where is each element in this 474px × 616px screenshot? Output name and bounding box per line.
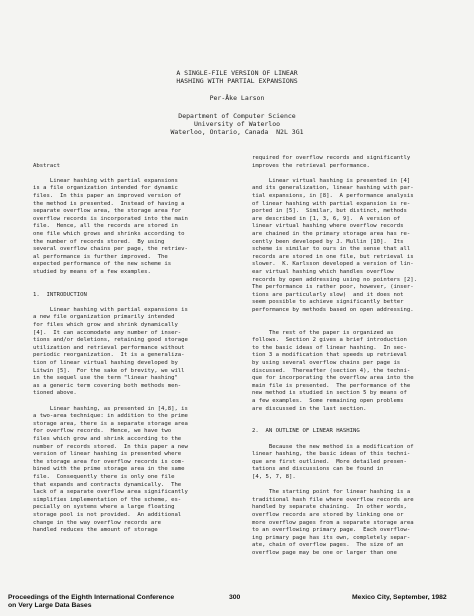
right-column-line: overflow records are stored by linking one or — [252, 511, 404, 518]
right-column-line — [252, 421, 457, 429]
page-number: 300 — [229, 594, 241, 601]
right-column-line: of linear hashing with partial expansion is re- — [252, 200, 411, 207]
left-column-line — [33, 299, 233, 307]
left-column-line: that expands and contracts dynamically. The — [33, 481, 182, 488]
right-column-line: cently been developed by J. Mullin [10]. Its — [252, 238, 404, 245]
right-column-line — [252, 436, 457, 444]
left-column-line: overflow records is incorporated into the main — [33, 215, 188, 222]
right-text-column — [252, 155, 457, 557]
right-column-line: The performance is rather poor, however, (inser- — [252, 284, 414, 291]
left-column-line: separate overflow area, the storage area for — [33, 208, 182, 215]
left-column-line: simplifies implementation of the scheme, es- — [33, 496, 182, 503]
right-column-line: seem possible to achieve significantly better — [252, 299, 404, 306]
right-column-line: ear virtual hashing which handles overflow — [252, 268, 394, 275]
right-column-line: overflow page may be one or larger than one — [252, 549, 397, 556]
left-column-line: lack of a separate overflow area significantly — [33, 489, 188, 496]
author-name: Per-Åke Larson — [209, 94, 265, 102]
left-column-line: number of records stored. In this paper a new — [33, 443, 188, 450]
left-column-line: change in the way overflow records are — [33, 519, 161, 526]
right-column-line: handled by separate chaining. In other words, — [252, 504, 407, 511]
left-column-line: tions and/or deletions, retaining good storage — [33, 337, 188, 344]
right-column-line: 2. AN OUTLINE OF LINEAR HASHING — [252, 428, 360, 435]
right-column-line: que are first outlined. More detailed presen- — [252, 458, 407, 465]
left-column-line: Litwin [5]. For the sake of brevity, we will — [33, 367, 185, 374]
right-column-line: a few examples. Some remaining open problems — [252, 398, 404, 404]
right-column-line: The rest of the paper is organized as — [252, 329, 394, 336]
left-column-line — [33, 284, 233, 292]
right-column-line: tial expansions, in [8]. A performance analysis — [252, 192, 414, 199]
affiliation-university: University of Waterloo — [193, 120, 281, 128]
right-column-line: linear virtual hashing where overflow records — [252, 223, 404, 230]
footer-place-date: Mexico City, September, 1982 — [352, 594, 447, 601]
left-column-line: expected performance of the new scheme is — [33, 261, 172, 268]
right-column-line: tion 3 a modification that speeds up retrieval — [252, 352, 407, 359]
left-column-line: in the sequel use the term "linear hashing" — [33, 375, 178, 382]
left-column-line: one file which grows and shrinks according to — [33, 230, 185, 237]
right-column-line: new method is studied in section 5 by means of — [252, 390, 407, 397]
left-column-line — [33, 398, 233, 406]
paper-title-line-2: HASHING WITH PARTIAL EXPANSIONS — [176, 77, 298, 85]
right-column-line: records by open addressing using no pointers [2]. — [252, 276, 418, 283]
left-column-line: as a generic term covering both methods men- — [33, 382, 182, 389]
left-column-line: a two-area technique: in addition to the prime — [33, 413, 188, 420]
right-column-line: scheme is similar to ours in the sense that all — [252, 246, 411, 253]
left-column-line: studied by means of a few examples. — [33, 268, 151, 275]
right-column-line: linear hashing, the basic ideas of this techni- — [252, 451, 411, 458]
right-column-line: follows. Section 2 gives a brief introduction — [252, 337, 407, 344]
left-column-line: version of linear hashing is presented where — [33, 451, 182, 458]
left-column-line: a new file organization primarily intended — [33, 314, 175, 321]
left-column-line: file. Consequently there is only one file — [33, 473, 175, 480]
left-column-line: for overflow records. Hence, we have two — [33, 428, 172, 435]
right-column-line: tions are particularly slow) and it does not — [252, 291, 404, 298]
right-column-line: The starting point for linear hashing is a — [252, 489, 411, 496]
left-column-line: utilization and retrieval performance without — [33, 344, 185, 351]
right-column-line: Because the new method is a modification of — [252, 443, 414, 450]
paper-title-line-1: A SINGLE-FILE VERSION OF LINEAR — [176, 69, 298, 77]
footer-venue-line-2: on Very Large Data Bases — [8, 602, 92, 609]
right-column-line — [252, 170, 457, 178]
left-column-line: the number of records stored. By using — [33, 238, 165, 245]
right-column-line: slower. K. Karlsson developed a version of lin- — [252, 261, 414, 268]
affiliation-address: Waterloo, Ontario, Canada N2L 3G1 — [170, 128, 304, 136]
left-column-line: Linear hashing with partial expansions — [33, 177, 178, 184]
left-column-line: several overflow chains per page, the retriev- — [33, 246, 188, 253]
footer-venue — [8, 594, 174, 610]
left-column-line: Abstract — [33, 162, 60, 169]
right-column-line: required for overflow records and significantly — [252, 155, 411, 161]
left-column-line: pecially on systems where a large floating — [33, 504, 175, 511]
left-column-line: storage area, there is a separate storage area — [33, 420, 188, 427]
right-column-line: ing primary page has its own, completely separ- — [252, 534, 411, 541]
right-column-line: to an overflowing primary page. Each overflow- — [252, 527, 411, 534]
right-column-line: are discussed in the last section. — [252, 405, 367, 412]
left-column-line: tion of linear virtual hashing developed by — [33, 360, 178, 367]
right-column-line: more overflow pages from a separate storage area — [252, 519, 414, 526]
right-column-line: ate, chain of overflow pages. The size of an — [252, 542, 404, 549]
left-column-line — [33, 155, 233, 163]
footer-venue-line-1: Proceedings of the Eighth International Conference — [8, 594, 175, 601]
left-column-line: files. In this paper an improved version of — [33, 192, 182, 199]
left-column-line: Linear hashing with partial expansions is — [33, 306, 188, 313]
right-column-line: traditional hash file where overflow records are — [252, 496, 414, 503]
right-column-line: tations and discussions can be found in — [252, 466, 384, 473]
left-column-line: handled reduces the amount of storage — [33, 527, 158, 534]
right-column-line: by using several overflow chains per page is — [252, 360, 401, 367]
left-column-line — [33, 277, 233, 285]
right-column-line — [252, 413, 457, 421]
left-column-line: 1. INTRODUCTION — [33, 291, 87, 298]
left-column-line: for files which grow and shrink dynamically — [33, 322, 178, 329]
affiliation-department: Department of Computer Science — [178, 112, 296, 120]
right-column-line: records are stored in one file, but retrieval is — [252, 253, 414, 260]
left-column-line: the storage area for overflow records is com- — [33, 458, 185, 465]
right-column-line — [252, 482, 457, 490]
left-text-column — [33, 155, 233, 535]
right-column-line: performance by methods based on open addressing. — [252, 306, 414, 313]
left-column-line: tioned above. — [33, 390, 77, 397]
right-column-line: to the basic ideas of linear hashing. In sec- — [252, 344, 407, 351]
right-column-line: que for incorporating the overflow area into the — [252, 375, 414, 382]
left-column-line: the method is presented. Instead of having a — [33, 200, 185, 207]
left-column-line — [33, 170, 233, 178]
left-column-line: Linear hashing, as presented in [4,8], is — [33, 405, 188, 412]
left-column-line: is a file organization intended for dynamic — [33, 185, 178, 192]
right-column-line: [4, 5, 7, 8]. — [252, 473, 296, 480]
left-column-line: [4]. It can accomodate any number of inser- — [33, 329, 182, 336]
right-column-line: main file is presented. The performance of the — [252, 382, 411, 389]
left-column-line: al performance is further improved. The — [33, 253, 168, 260]
right-column-line — [252, 322, 457, 330]
left-column-line: bined with the prime storage area in the same — [33, 466, 185, 473]
left-column-line: file. Hence, all the records are stored in — [33, 223, 178, 230]
left-column-line: periodic reorganization. It is a generaliza- — [33, 352, 185, 359]
right-column-line: ported in [5]. Similar, but distinct, methods — [252, 208, 407, 215]
right-column-line: improves the retrieval performance. — [252, 162, 370, 169]
right-column-line: Linear virtual hashing is presented in [4] — [252, 177, 411, 184]
right-column-line: and its generalization, linear hashing with par- — [252, 185, 414, 192]
right-column-line — [252, 314, 457, 322]
right-column-line: are described in [1, 3, 6, 9]. A version of — [252, 215, 401, 222]
right-column-line: are chained in the primary storage area has re- — [252, 230, 411, 237]
left-column-line: files which grow and shrink according to the — [33, 435, 182, 442]
left-column-line: storage pool is not provided. An additional — [33, 511, 182, 518]
right-column-line: discussed. Thereafter (section 4), the techni- — [252, 367, 411, 374]
